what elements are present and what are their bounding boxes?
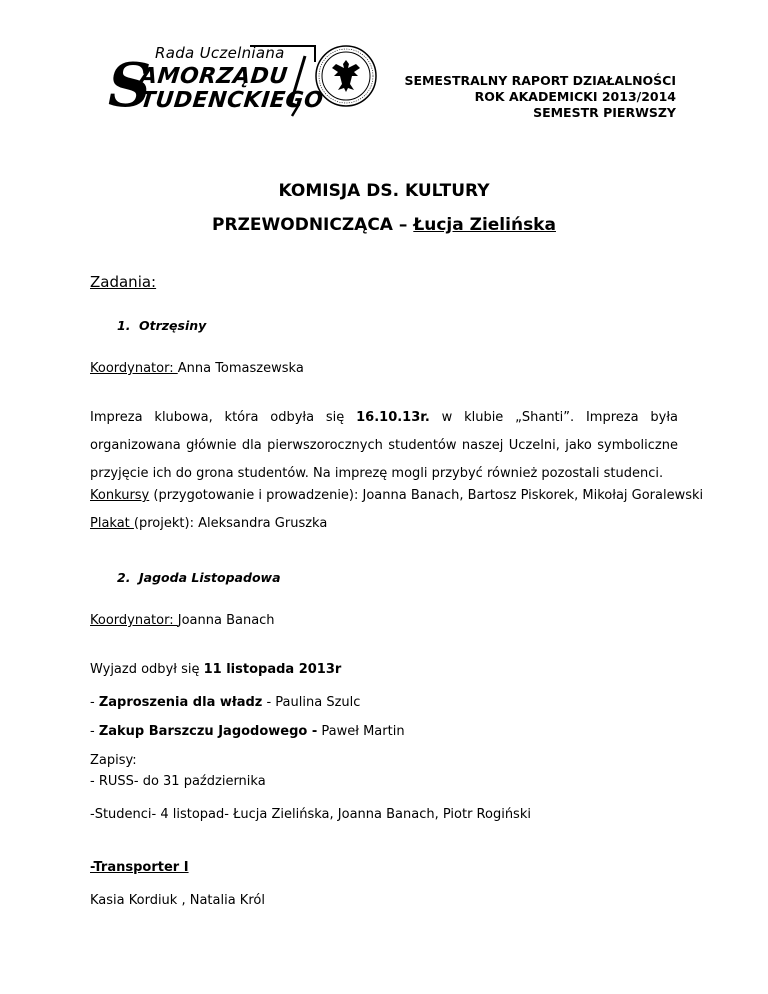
section2-title: Jagoda Listopadowa [139,570,281,585]
logo-top-text: Rada Uczelniana [155,44,285,62]
description-part1: Impreza klubowa, która odbyła się [90,410,357,425]
section1-heading [117,318,206,333]
section1-description [90,404,678,488]
event-date: 16.10.13r. [356,410,430,425]
transporter-names: Kasia Kordiuk , Natalia Król [90,893,265,908]
zapisy-russ: - RUSS- do 31 października [90,774,266,789]
commission-title: KOMISJA DS. KULTURY [278,181,490,201]
chair-name: Łucja Zielińska [413,215,556,235]
item-title: Zakup Barszczu Jagodowego - [98,724,318,739]
coordinator-label: Koordynator: [90,361,178,376]
konkursy-label: Konkursy [90,488,150,503]
item-title: Zaproszenia dla władz [98,695,263,710]
zapisy-label: Zapisy: [90,753,137,768]
university-seal-icon [308,44,384,108]
logo-line1: AMORZĄDU [138,64,289,89]
zapisy-students: -Studenci- 4 listopad- Łucja Zielińska, Joanna Banach, Piotr Rogiński [90,807,531,822]
konkursy-line [90,488,703,503]
coordinator-label: Koordynator: [90,613,178,628]
section2-coordinator [90,613,275,628]
coordinator-name: Joanna Banach [177,613,275,628]
section1-title: Otrzęsiny [139,318,207,333]
konkursy-text: (przygotowanie i prowadzenie): Joanna Banach, Bartosz Piskorek, Mikołaj Goralewski [149,488,704,503]
item-dash: - [90,724,99,739]
logo-line2: TUDENCKIEGO [138,88,325,113]
invitation-item [90,695,360,710]
description-part2: w klubie „Shanti”. Impreza była organizowana głównie dla pierwszorocznych studentów naszej Uczelni, jako symboliczne przyjęcie ich do grona studentów. Na imprezę mogli przybyć również pozostali studenci. [90,410,678,481]
chair-line [0,215,768,235]
report-header [404,73,676,121]
transporter-heading: -Transporter I [90,860,189,875]
chair-label: PRZEWODNICZĄCA – [212,215,414,235]
item-person: - Paulina Szulc [262,695,361,710]
trip-date: 11 listopada 2013r [203,662,342,677]
report-title: SEMESTRALNY RAPORT DZIAŁALNOŚCI [404,73,676,88]
section2-number: 2. [117,570,131,585]
section1-coordinator [90,361,304,376]
section2-heading [117,570,281,585]
purchase-item [90,724,405,739]
academic-year: ROK AKADEMICKI 2013/2014 [474,89,676,104]
plakat-line [90,516,327,531]
plakat-label: Plakat [90,516,134,531]
trip-line [90,662,341,677]
plakat-text: (projekt): Aleksandra Gruszka [133,516,328,531]
semester: SEMESTR PIERWSZY [533,105,676,120]
tasks-heading: Zadania: [90,273,157,291]
trip-prefix: Wyjazd odbył się [90,662,204,677]
item-dash: - [90,695,99,710]
coordinator-name: Anna Tomaszewska [177,361,304,376]
item-person: Paweł Martin [317,724,405,739]
logo-initial: S [108,51,152,121]
section1-number: 1. [117,318,131,333]
